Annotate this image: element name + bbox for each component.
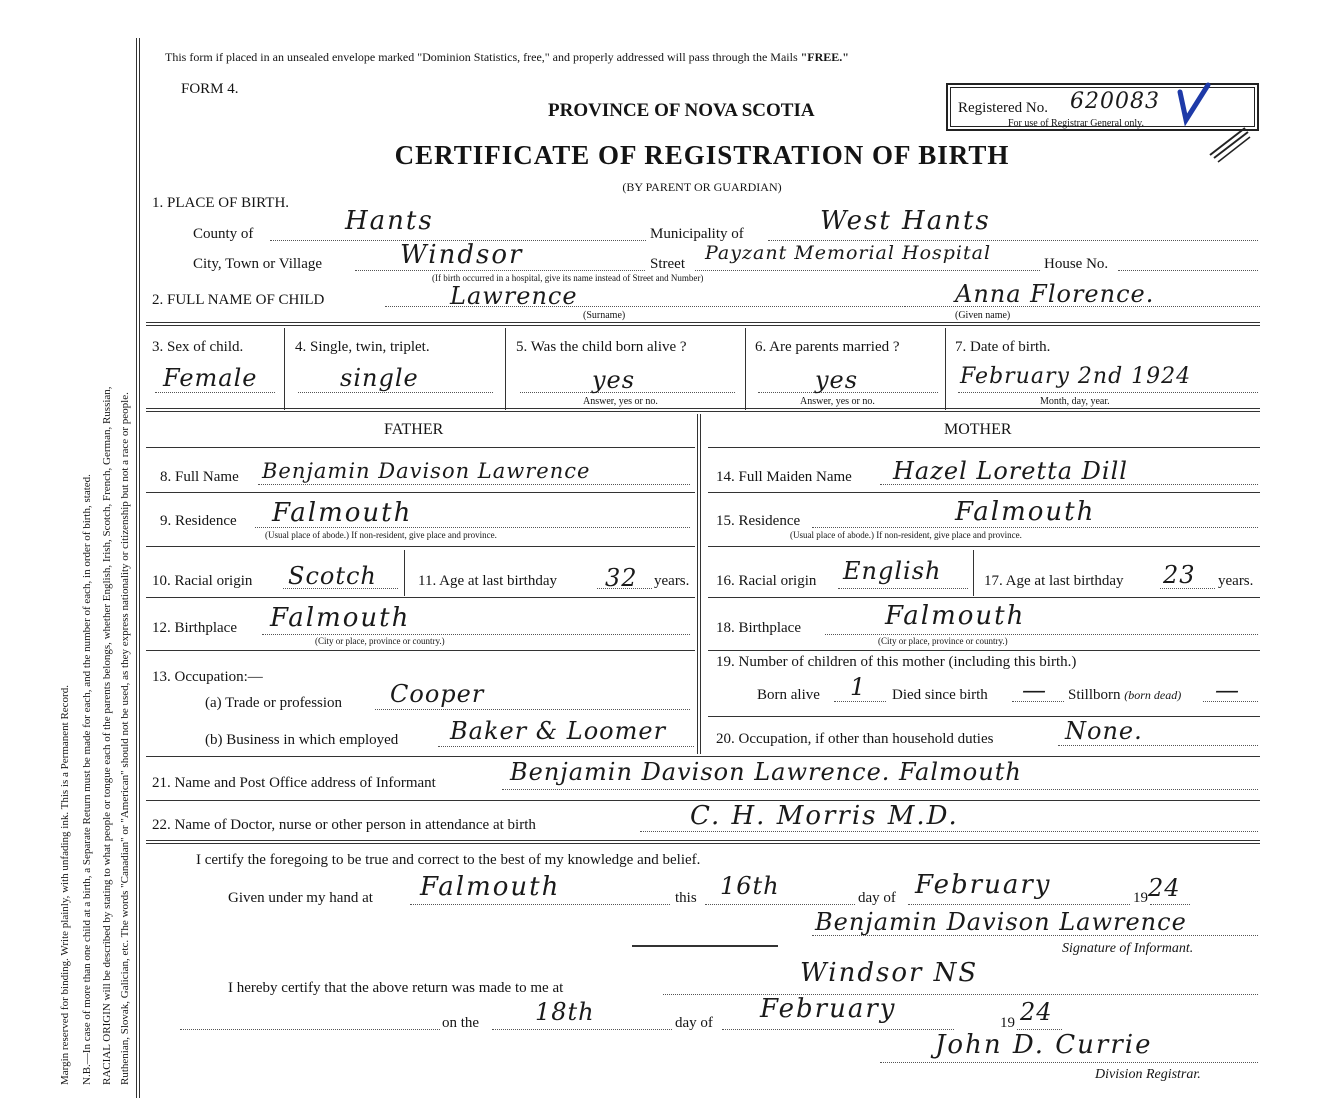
father-rule-2 — [146, 546, 695, 547]
mother-rule-2 — [708, 546, 1260, 547]
registrar-month: February — [760, 994, 897, 1024]
date-label: 7. Date of birth. — [955, 339, 1051, 355]
father-age-label: 11. Age at last birthday — [418, 573, 557, 589]
father-birthplace-label: 12. Birthplace — [152, 620, 237, 636]
sex-label: 3. Sex of child. — [152, 339, 244, 355]
info-top-rule — [146, 322, 1260, 326]
info-bottom-rule — [146, 408, 1260, 412]
married-label: 6. Are parents married ? — [755, 339, 900, 355]
father-occupation-label: 13. Occupation:— — [152, 669, 263, 685]
date-line — [958, 392, 1258, 393]
multiple-line — [298, 392, 493, 393]
informant-signature-label: Signature of Informant. — [1062, 941, 1194, 956]
alive-value: yes — [592, 366, 636, 394]
county-value: Hants — [345, 206, 434, 236]
father-racial-divider — [404, 550, 405, 596]
father-rule-4 — [146, 650, 695, 651]
margin-note-racial-origin: RACIAL ORIGIN will be described by stating to what people or tongue each of the parents belongs, whether English, Irish, Scotch, French, German, Russian, — [101, 386, 113, 1085]
father-business-label: (b) Business in which employed — [205, 732, 399, 748]
info-divider-2 — [505, 328, 506, 410]
father-birthplace-note: (City or place, province or country.) — [315, 636, 445, 646]
registrar-day-line — [492, 1029, 672, 1030]
mother-birthplace-note: (City or place, province or country.) — [878, 636, 1008, 646]
mother-residence-note: (Usual place of abode.) If non-resident, give place and province. — [790, 530, 1022, 540]
sex-line — [155, 392, 275, 393]
surname-note: (Surname) — [583, 310, 626, 321]
city-line — [355, 270, 645, 271]
father-residence-label: 9. Residence — [160, 513, 237, 529]
registrar-signature-label: Division Registrar. — [1095, 1067, 1201, 1082]
father-trade-line — [375, 709, 690, 710]
mother-occupation-label: 20. Occupation, if other than household duties — [716, 731, 994, 747]
father-age: 32 — [605, 564, 638, 592]
given-year-prefix: 19 — [1133, 890, 1148, 906]
child-given-name: Anna Florence. — [955, 280, 1155, 308]
registrar-on-the-label: on the — [442, 1015, 480, 1031]
mother-residence: Falmouth — [955, 497, 1096, 527]
mother-occupation-line — [1058, 745, 1258, 746]
form-left-border — [136, 38, 140, 1098]
father-heading: FATHER — [384, 421, 444, 438]
father-name-label: 8. Full Name — [160, 469, 239, 485]
registered-label: Registered No. — [958, 100, 1048, 116]
registrar-signature: John D. Currie — [935, 1030, 1153, 1060]
info-divider-3 — [745, 328, 746, 410]
registrar-signature-line — [880, 1062, 1258, 1063]
mother-rule-5 — [708, 716, 1260, 717]
mother-heading: MOTHER — [944, 421, 1012, 438]
child-surname: Lawrence — [450, 282, 578, 310]
mother-children-label: 19. Number of children of this mother (including this birth.) — [716, 654, 1077, 670]
informant-label: 21. Name and Post Office address of Informant — [152, 775, 436, 791]
doctor-value: C. H. Morris M.D. — [690, 801, 959, 831]
alive-label: 5. Was the child born alive ? — [516, 339, 687, 355]
registrar-day-of-label: day of — [675, 1015, 713, 1031]
mother-rule-3 — [708, 597, 1260, 598]
given-day: 16th — [720, 872, 780, 900]
mother-racial-divider — [973, 550, 974, 596]
given-this-label: this — [675, 890, 697, 906]
street-note: (If birth occurred in a hospital, give its name instead of Street and Number) — [432, 273, 704, 283]
father-residence-note: (Usual place of abode.) If non-resident, give place and province. — [265, 530, 497, 540]
mother-rule-1 — [708, 492, 1260, 493]
registrar-lead-line — [180, 1029, 440, 1030]
mail-note: This form if placed in an unsealed envelope marked "Dominion Statistics, free," and properly addressed will pass through the Mails "FREE." — [165, 50, 849, 64]
born-alive-value: 1 — [850, 673, 867, 701]
registrar-year-prefix: 19 — [1000, 1015, 1015, 1031]
father-years: years. — [654, 573, 690, 589]
informant-value: Benjamin Davison Lawrence. Falmouth — [510, 758, 1022, 786]
margin-note-multiple-births: N.B.—In case of more than one child at a birth, a Separate Return must be made for each, and the number of each, in order of birth, stated. — [81, 474, 93, 1085]
given-place: Falmouth — [420, 872, 561, 902]
given-month-line — [908, 904, 1130, 905]
mother-residence-line — [812, 527, 1258, 528]
certificate-subtitle: (BY PARENT OR GUARDIAN) — [622, 180, 782, 194]
municipality-line — [768, 240, 1258, 241]
given-year: 24 — [1148, 874, 1181, 902]
doctor-line — [640, 831, 1258, 832]
given-year-line — [1150, 904, 1190, 905]
father-name: Benjamin Davison Lawrence — [262, 459, 591, 483]
mother-birthplace-label: 18. Birthplace — [716, 620, 801, 636]
informant-signature: Benjamin Davison Lawrence — [815, 908, 1187, 936]
father-birthplace: Falmouth — [270, 603, 411, 633]
mother-racial-line — [838, 588, 968, 589]
given-note: (Given name) — [955, 310, 1011, 321]
date-note: Month, day, year. — [1040, 396, 1110, 407]
street-line — [695, 270, 1040, 271]
born-alive-label: Born alive — [757, 687, 820, 703]
father-trade-label: (a) Trade or profession — [205, 695, 343, 711]
registrar-place: Windsor NS — [800, 958, 979, 988]
given-month: February — [915, 870, 1052, 900]
form-number: FORM 4. — [181, 81, 239, 97]
father-trade: Cooper — [390, 680, 485, 708]
married-note: Answer, yes or no. — [800, 396, 875, 407]
informant-line — [502, 789, 1258, 790]
mother-rule-4 — [708, 650, 1260, 651]
father-racial: Scotch — [288, 562, 377, 590]
mother-occupation: None. — [1065, 717, 1143, 745]
died-label: Died since birth — [892, 687, 988, 703]
married-value: yes — [815, 366, 859, 394]
mother-name-label: 14. Full Maiden Name — [716, 469, 852, 485]
county-label: County of — [193, 226, 254, 242]
registrar-day: 18th — [535, 998, 595, 1026]
street-value: Payzant Memorial Hospital — [705, 242, 992, 264]
father-name-line — [258, 484, 690, 485]
seal-line — [632, 945, 778, 947]
mother-years: years. — [1218, 573, 1254, 589]
house-no-label: House No. — [1044, 256, 1109, 272]
doctor-rule — [146, 840, 1260, 844]
registrar-place-line — [663, 994, 1258, 995]
stillborn-label: Stillborn (born dead) — [1068, 687, 1182, 703]
info-divider-4 — [945, 328, 946, 410]
father-head-rule — [146, 447, 695, 448]
province-heading: PROVINCE OF NOVA SCOTIA — [548, 100, 815, 121]
registered-number: 620083 — [1070, 89, 1160, 114]
given-day-of-label: day of — [858, 890, 896, 906]
child-name-label: 2. FULL NAME OF CHILD — [152, 292, 325, 308]
mother-racial: English — [843, 557, 942, 585]
city-label: City, Town or Village — [193, 256, 323, 272]
multiple-label: 4. Single, twin, triplet. — [295, 339, 430, 355]
doctor-label: 22. Name of Doctor, nurse or other person in attendance at birth — [152, 817, 536, 833]
place-of-birth-label: 1. PLACE OF BIRTH. — [152, 195, 290, 211]
sex-value: Female — [163, 364, 258, 392]
father-birthplace-line — [262, 634, 690, 635]
mother-birthplace: Falmouth — [885, 601, 1026, 631]
mother-residence-label: 15. Residence — [716, 513, 801, 529]
father-rule-1 — [146, 492, 695, 493]
mother-birthplace-line — [825, 634, 1258, 635]
died-value: — — [1022, 676, 1047, 704]
street-label: Street — [650, 256, 685, 272]
date-value: February 2nd 1924 — [960, 364, 1192, 389]
born-alive-line — [834, 701, 886, 702]
margin-note-binding: Margin reserved for binding. Write plainly, with unfading ink. This is a Permanent Record. — [59, 685, 71, 1085]
mother-age: 23 — [1163, 561, 1196, 589]
registrar-year: 24 — [1020, 998, 1053, 1026]
margin-note-racial-origin-cont: Ruthenian, Slovak, Galician, etc. The words "Canadian" or "American" should not be used, as they express nationality or citizenship but not a race or people. — [119, 392, 131, 1085]
given-day-line — [705, 904, 855, 905]
mother-age-label: 17. Age at last birthday — [984, 573, 1124, 589]
given-place-line — [410, 904, 670, 905]
stillborn-value: — — [1215, 676, 1240, 704]
parents-column-divider — [697, 414, 701, 754]
house-no-line — [1118, 270, 1258, 271]
municipality-label: Municipality of — [650, 226, 744, 242]
father-business-line — [438, 746, 694, 747]
registrar-month-line — [722, 1029, 954, 1030]
father-rule-3 — [146, 597, 695, 598]
mother-name: Hazel Loretta Dill — [893, 457, 1128, 485]
multiple-value: single — [340, 364, 419, 392]
certificate-title: CERTIFICATE OF REGISTRATION OF BIRTH — [394, 140, 1010, 170]
registrar-statement: I hereby certify that the above return was made to me at — [228, 980, 564, 996]
parents-bottom-rule — [146, 756, 1260, 757]
father-business: Baker & Loomer — [450, 717, 667, 745]
mother-racial-label: 16. Racial origin — [716, 573, 817, 589]
municipality-value: West Hants — [820, 206, 991, 236]
city-value: Windsor — [400, 240, 524, 270]
registrar-note: For use of Registrar General only. — [1008, 118, 1144, 129]
father-residence: Falmouth — [272, 498, 413, 528]
certify-statement: I certify the foregoing to be true and correct to the best of my knowledge and belief. — [196, 852, 701, 868]
alive-note: Answer, yes or no. — [583, 396, 658, 407]
father-racial-label: 10. Racial origin — [152, 573, 253, 589]
info-divider-1 — [284, 328, 285, 410]
given-under-label: Given under my hand at — [228, 890, 373, 906]
mother-head-rule — [708, 447, 1260, 448]
